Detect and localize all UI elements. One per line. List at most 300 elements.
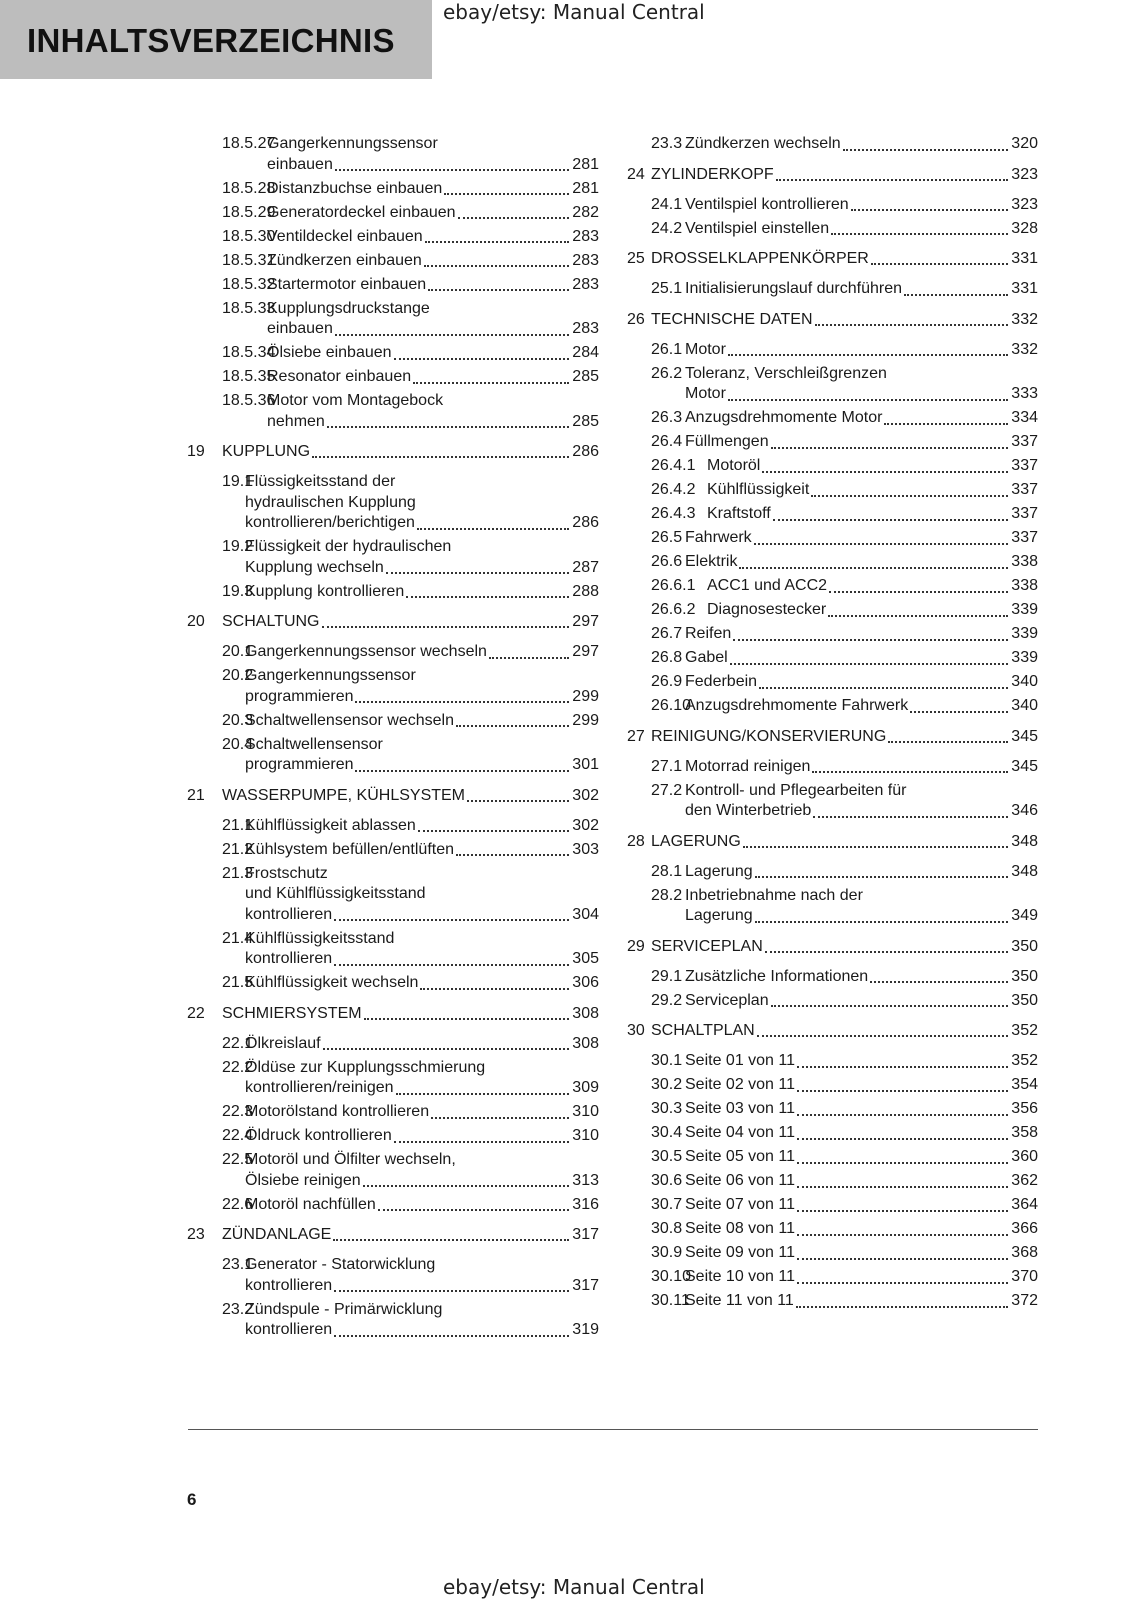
header-banner: [0, 0, 432, 79]
toc-section: [627, 1051, 1038, 1072]
toc-entry-line-last: [245, 840, 599, 861]
toc-section: [187, 973, 599, 994]
toc-entry-line-last: [685, 967, 1038, 988]
toc-section-body: [685, 528, 1038, 549]
toc-chapter-body: [222, 442, 599, 462]
toc-chapter-number: 21: [187, 786, 205, 804]
toc-entry-page: 284: [572, 344, 599, 361]
toc-entry-page: 354: [1011, 1076, 1038, 1093]
toc-section-body: [685, 432, 1038, 453]
toc-entry-title: Motoröl: [707, 457, 761, 474]
toc-entry-line-last: [651, 310, 1038, 330]
toc-section-body: [685, 1147, 1038, 1168]
toc-entry-line: [245, 735, 599, 756]
toc-entry-line: [245, 1300, 599, 1321]
toc-entry-title: Motorölstand kontrollieren: [245, 1103, 430, 1120]
toc-section-body: [685, 672, 1038, 693]
toc-section-number: 20.3: [222, 711, 254, 729]
toc-entry-page: 350: [1011, 967, 1038, 985]
toc-section: [627, 1195, 1038, 1216]
toc-entry-title: Reifen: [685, 625, 732, 642]
toc-entry-line-last: [245, 949, 599, 970]
dot-leader: [467, 800, 569, 802]
toc-section: [627, 1171, 1038, 1192]
dot-leader: [811, 495, 1008, 497]
toc-entry-line-last: [222, 1225, 599, 1245]
toc-section-body: [685, 1051, 1038, 1072]
toc-entry-title: Gangerkennungssensor: [245, 667, 416, 684]
dot-leader: [728, 354, 1008, 356]
toc-entry-line-last: [685, 134, 1038, 155]
dot-leader: [797, 1162, 1008, 1164]
toc-entry-line-last: [707, 600, 1038, 621]
toc-section: [627, 1219, 1038, 1240]
dot-leader: [456, 725, 569, 727]
toc-section: [627, 1243, 1038, 1264]
toc-entry-line-last: [245, 642, 599, 663]
toc-entry-page: 285: [572, 412, 599, 430]
dot-leader: [759, 687, 1008, 689]
toc-chapter-number: 27: [627, 727, 645, 745]
toc-subsection: [627, 504, 1038, 525]
toc-section-body: [245, 666, 599, 707]
toc-entry-title: Kraftstoff: [707, 505, 771, 522]
toc-section-number: 20.4: [222, 735, 254, 753]
dot-leader: [413, 382, 569, 384]
toc-entry-page: 288: [572, 582, 599, 600]
toc-entry-line-last: [685, 1291, 1038, 1312]
toc-entry-title: ACC1 und ACC2: [707, 577, 828, 594]
dot-leader: [771, 1005, 1009, 1007]
toc-entry-title: Ölkreislauf: [245, 1034, 321, 1052]
dot-leader: [396, 1093, 570, 1095]
toc-section: [187, 864, 599, 926]
toc-section-body: [245, 1300, 599, 1341]
toc-chapter-body: [222, 1004, 599, 1024]
toc-entry-title: nehmen: [267, 412, 325, 430]
dot-leader: [323, 1048, 570, 1050]
toc-section-number: 21.3: [222, 864, 254, 882]
toc-entry-line-last: [685, 279, 1038, 300]
toc-entry-line-last: [685, 1075, 1038, 1096]
toc-entry-title: kontrollieren/berichtigen: [245, 514, 415, 531]
toc-entry-title: Motoröl nachfüllen: [245, 1195, 376, 1213]
toc-section-number: 26.5: [651, 529, 683, 546]
toc-entry-title: Ventilspiel kontrollieren: [685, 195, 849, 213]
toc-entry-line-last: [222, 786, 599, 806]
toc-section-body: [245, 1150, 599, 1191]
toc-chapter-number: 20: [187, 613, 205, 630]
page-number: 6: [187, 1490, 197, 1509]
toc-chapter: [187, 786, 599, 806]
toc-entry-page: 319: [572, 1321, 599, 1338]
toc-section-number: 29.1: [651, 967, 683, 985]
toc-entry-line-last: [707, 480, 1038, 501]
toc-entry-page: 340: [1011, 697, 1038, 714]
toc-entry-line-last: [267, 412, 599, 433]
toc-entry-line-last: [222, 442, 599, 462]
toc-entry-line-last: [685, 1123, 1038, 1144]
toc-section: [187, 537, 599, 578]
toc-chapter: [627, 937, 1038, 957]
toc-section-number: 30.4: [651, 1124, 683, 1141]
toc-section-number: 23.2: [222, 1300, 254, 1318]
toc-entry-title: Öldruck kontrollieren: [245, 1127, 392, 1144]
toc-section-number: 30.8: [651, 1220, 683, 1237]
dot-leader: [755, 876, 1009, 878]
toc-section-number: 22.3: [222, 1103, 254, 1120]
dot-leader: [394, 1141, 570, 1143]
toc-section: [627, 552, 1038, 573]
toc-entry-page: 345: [1011, 757, 1038, 775]
dot-leader: [797, 1066, 1008, 1068]
toc-section-body: [685, 340, 1038, 361]
toc-entry-line-last: [685, 1051, 1038, 1072]
toc-entry-page: 313: [572, 1171, 599, 1189]
toc-entry-line-last: [245, 1195, 599, 1216]
dot-leader: [730, 663, 1009, 665]
toc-entry-title: Startermotor einbauen: [267, 275, 427, 293]
dot-leader: [797, 1090, 1008, 1092]
toc-entry-line: [267, 391, 599, 412]
toc-section-body: [685, 1219, 1038, 1240]
toc-entry-line-last: [685, 195, 1038, 216]
toc-entry-title: Kupplung kontrollieren: [245, 582, 405, 600]
toc-section: [627, 991, 1038, 1012]
toc-section-body: [685, 219, 1038, 240]
toc-entry-page: 317: [572, 1226, 599, 1243]
dot-leader: [851, 209, 1009, 211]
toc-section-body: [267, 134, 599, 175]
toc-entry-page: 339: [1011, 625, 1038, 642]
toc-section-number: 29.2: [651, 991, 683, 1009]
toc-section: [187, 343, 599, 364]
toc-entry-title: Elektrik: [685, 553, 738, 570]
toc-entry-line: [245, 1150, 599, 1171]
toc-chapter: [627, 165, 1038, 185]
toc-section: [187, 1195, 599, 1216]
toc-entry-page: 352: [1011, 1052, 1038, 1069]
toc-section-number: 30.2: [651, 1076, 683, 1093]
toc-chapter: [187, 1004, 599, 1024]
dot-leader: [843, 149, 1009, 151]
toc-section-body: [685, 1267, 1038, 1288]
toc-section: [187, 711, 599, 732]
toc-section-body: [685, 552, 1038, 573]
toc-section-number: 21.5: [222, 974, 254, 991]
toc-section-number: 26.4.3: [651, 505, 696, 522]
toc-entry-page: 281: [572, 179, 599, 197]
toc-entry-title: einbauen: [267, 320, 333, 337]
toc-entry-title: Seite 09 von 11: [685, 1244, 796, 1261]
toc-section-body: [245, 816, 599, 837]
dot-leader: [425, 241, 570, 243]
dot-leader: [322, 626, 570, 628]
toc-entry-line-last: [685, 432, 1038, 453]
toc-entry-title: Seite 10 von 11: [685, 1268, 796, 1285]
dot-leader: [489, 657, 569, 659]
toc-entry-page: 309: [572, 1079, 599, 1096]
dot-leader: [888, 741, 1008, 743]
toc-section: [627, 528, 1038, 549]
toc-section-body: [685, 279, 1038, 300]
toc-chapter-number: 29: [627, 937, 645, 955]
toc-entry-title: Kühlflüssigkeit: [707, 481, 810, 498]
toc-entry-title: Schaltwellensensor: [245, 735, 383, 753]
toc-entry-title: Motor: [685, 340, 726, 358]
toc-section-body: [685, 1099, 1038, 1120]
toc-section-body: [707, 600, 1038, 621]
dot-leader: [776, 179, 1009, 181]
toc-entry-line-last: [267, 275, 599, 296]
toc-section: [627, 195, 1038, 216]
toc-entry-page: 316: [572, 1195, 599, 1213]
toc-section-body: [685, 862, 1038, 883]
toc-section: [187, 179, 599, 200]
dot-leader: [327, 426, 569, 428]
toc-entry-line-last: [685, 340, 1038, 361]
toc-entry-line-last: [267, 179, 599, 200]
dot-leader: [424, 265, 570, 267]
toc-section-body: [685, 757, 1038, 778]
toc-section-number: 26.6.1: [651, 577, 696, 594]
toc-section: [187, 1126, 599, 1147]
toc-chapter: [627, 249, 1038, 269]
toc-section-number: 22.6: [222, 1195, 254, 1213]
dot-leader: [312, 456, 569, 458]
toc-entry-title: den Winterbetrieb: [685, 802, 812, 819]
toc-section-number: 30.6: [651, 1172, 683, 1189]
toc-entry-line-last: [685, 801, 1038, 822]
toc-entry-title: Flüssigkeitsstand der: [245, 473, 396, 490]
toc-section-body: [685, 134, 1038, 155]
toc-entry-line-last: [685, 672, 1038, 693]
toc-chapter-number: 24: [627, 165, 645, 183]
toc-section-body: [267, 343, 599, 364]
dot-leader: [335, 169, 569, 171]
toc-chapter-number: 30: [627, 1022, 645, 1039]
toc-entry-title: Generator - Statorwicklung: [245, 1256, 436, 1273]
toc-section-number: 28.2: [651, 886, 683, 904]
toc-entry-title: DROSSELKLAPPENKÖRPER: [651, 250, 869, 267]
toc-entry-line-last: [685, 1243, 1038, 1264]
toc-entry-title: Zündspule - Primärwicklung: [245, 1300, 443, 1318]
toc-entry-title: Seite 03 von 11: [685, 1100, 796, 1117]
toc-section-body: [245, 1058, 599, 1099]
toc-entry-line: [685, 781, 1038, 802]
dot-leader: [904, 294, 1008, 296]
toc-section-number: 22.1: [222, 1034, 254, 1052]
toc-section: [187, 735, 599, 776]
toc-entry-line-last: [651, 165, 1038, 185]
toc-entry-page: 339: [1011, 649, 1038, 666]
toc-entry-title: Motor vom Montagebock: [267, 392, 444, 409]
toc-entry-page: 303: [572, 840, 599, 858]
toc-entry-line-last: [685, 219, 1038, 240]
toc-section-number: 26.10: [651, 697, 692, 714]
toc-entry-line-last: [651, 1021, 1038, 1041]
toc-chapter: [187, 612, 599, 632]
toc-section: [187, 1255, 599, 1296]
toc-entry-line-last: [245, 687, 599, 708]
toc-section: [187, 134, 599, 175]
dot-leader: [797, 1114, 1008, 1116]
toc-entry-page: 304: [572, 905, 599, 923]
toc-section-body: [267, 227, 599, 248]
toc-entry-line-last: [245, 558, 599, 579]
dot-leader: [431, 1117, 569, 1119]
toc-entry-line: [685, 886, 1038, 907]
toc-section-body: [245, 735, 599, 776]
toc-entry-page: 332: [1011, 310, 1038, 328]
toc-entry-page: 366: [1011, 1220, 1038, 1237]
toc-entry-page: 337: [1011, 505, 1038, 522]
toc-section-body: [685, 1075, 1038, 1096]
toc-section: [627, 862, 1038, 883]
toc-entry-page: 317: [572, 1276, 599, 1294]
toc-entry-line-last: [685, 408, 1038, 429]
toc-entry-page: 306: [572, 974, 599, 991]
toc-section-body: [245, 711, 599, 732]
toc-entry-line-last: [245, 1102, 599, 1123]
toc-entry-line-last: [685, 1219, 1038, 1240]
dot-leader: [771, 447, 1009, 449]
toc-entry-page: 323: [1011, 195, 1038, 213]
toc-section-body: [685, 1243, 1038, 1264]
toc-section-body: [267, 367, 599, 388]
toc-entry-title: Gabel: [685, 649, 728, 666]
toc-entry-title: SCHMIERSYSTEM: [222, 1004, 362, 1022]
toc-subsection: [627, 576, 1038, 597]
toc-entry-line-last: [685, 696, 1038, 717]
dot-leader: [743, 846, 1009, 848]
toc-entry-page: 360: [1011, 1148, 1038, 1165]
toc-section-number: 26.4.2: [651, 481, 696, 498]
toc-entry-line-last: [245, 1320, 599, 1341]
toc-entry-title: Kontroll- und Pflegearbeiten für: [685, 781, 907, 799]
toc-section: [187, 642, 599, 663]
toc-section-number: 18.5.32: [222, 275, 276, 293]
toc-subsection: [627, 480, 1038, 501]
toc-entry-title: kontrollieren: [245, 1321, 333, 1338]
toc-entry-line-last: [267, 155, 599, 176]
toc-section-body: [685, 1123, 1038, 1144]
toc-entry-line-last: [685, 1267, 1038, 1288]
toc-entry-title: kontrollieren: [245, 905, 333, 923]
toc-chapter-body: [222, 1225, 599, 1245]
toc-entry-page: 372: [1011, 1292, 1038, 1309]
dot-leader: [334, 964, 569, 966]
dot-leader: [386, 572, 570, 574]
toc-entry-title: Resonator einbauen: [267, 368, 412, 385]
dot-leader: [394, 358, 570, 360]
toc-section-body: [245, 1255, 599, 1296]
toc-entry-page: 308: [572, 1034, 599, 1052]
toc-entry-title: Ölsiebe einbauen: [267, 344, 392, 361]
toc-entry-line-last: [685, 648, 1038, 669]
toc-entry-line: [245, 666, 599, 687]
toc-entry-line-last: [245, 513, 599, 534]
toc-entry-page: 349: [1011, 907, 1038, 924]
toc-section-body: [685, 696, 1038, 717]
toc-chapter-body: [651, 727, 1038, 747]
toc-entry-title: Inbetriebnahme nach der: [685, 886, 863, 904]
toc-entry-page: 332: [1011, 340, 1038, 358]
toc-section: [187, 251, 599, 272]
toc-entry-line-last: [707, 576, 1038, 597]
dot-leader: [797, 1210, 1008, 1212]
toc-entry-page: 348: [1011, 862, 1038, 880]
toc-entry-page: 323: [1011, 165, 1038, 183]
watermark-bottom: ebay/etsy: Manual Central: [443, 1575, 705, 1599]
toc-entry-title: SCHALTUNG: [222, 613, 320, 630]
dot-leader: [797, 1186, 1008, 1188]
watermark-top: ebay/etsy: Manual Central: [443, 0, 705, 24]
toc-section-body: [245, 642, 599, 663]
toc-entry-page: 370: [1011, 1268, 1038, 1285]
toc-section-number: 30.11: [651, 1292, 690, 1309]
toc-chapter-body: [651, 310, 1038, 330]
toc-section-body: [707, 576, 1038, 597]
toc-section-number: 27.2: [651, 781, 683, 799]
toc-entry-page: 283: [572, 227, 599, 245]
dot-leader: [754, 543, 1009, 545]
toc-entry-page: 308: [572, 1004, 599, 1022]
toc-section-body: [245, 1126, 599, 1147]
toc-entry-line-last: [707, 504, 1038, 525]
toc-section-number: 24.1: [651, 195, 683, 213]
toc-entry-line-last: [685, 1195, 1038, 1216]
toc-section-body: [267, 275, 599, 296]
dot-leader: [334, 919, 569, 921]
toc-section-number: 25.1: [651, 280, 683, 297]
dot-leader: [910, 711, 1008, 713]
dot-leader: [773, 519, 1009, 521]
toc-section-number: 23.1: [222, 1256, 254, 1273]
toc-entry-line: [245, 929, 599, 950]
toc-entry-page: 331: [1011, 250, 1038, 267]
toc-section-body: [685, 648, 1038, 669]
toc-entry-line: [245, 537, 599, 558]
toc-entry-title: Fahrwerk: [685, 529, 752, 546]
toc-chapter: [187, 1225, 599, 1245]
toc-entry-title: Anzugsdrehmomente Motor: [685, 409, 883, 426]
toc-entry-page: 310: [572, 1103, 599, 1120]
toc-section-body: [707, 456, 1038, 477]
footer-divider: [188, 1429, 1038, 1430]
toc-entry-line: [685, 364, 1038, 385]
toc-entry-title: Schaltwellensensor wechseln: [245, 711, 454, 729]
dot-leader: [458, 217, 570, 219]
toc-section-number: 18.5.28: [222, 179, 276, 197]
toc-entry-line-last: [685, 528, 1038, 549]
dot-leader: [334, 1290, 569, 1292]
toc-section-body: [245, 472, 599, 534]
toc-entry-page: 337: [1011, 433, 1038, 450]
toc-entry-line-last: [685, 757, 1038, 778]
toc-entry-title: Lagerung: [685, 862, 753, 880]
dot-leader: [418, 830, 570, 832]
toc-section-number: 30.3: [651, 1100, 683, 1117]
toc-entry-line-last: [245, 1276, 599, 1297]
toc-chapter: [627, 727, 1038, 747]
toc-section: [627, 886, 1038, 927]
toc-section-number: 24.2: [651, 219, 683, 237]
toc-entry-page: 350: [1011, 991, 1038, 1009]
dot-leader: [815, 324, 1009, 326]
toc-entry-line-last: [651, 727, 1038, 747]
toc-section-number: 18.5.29: [222, 203, 276, 221]
